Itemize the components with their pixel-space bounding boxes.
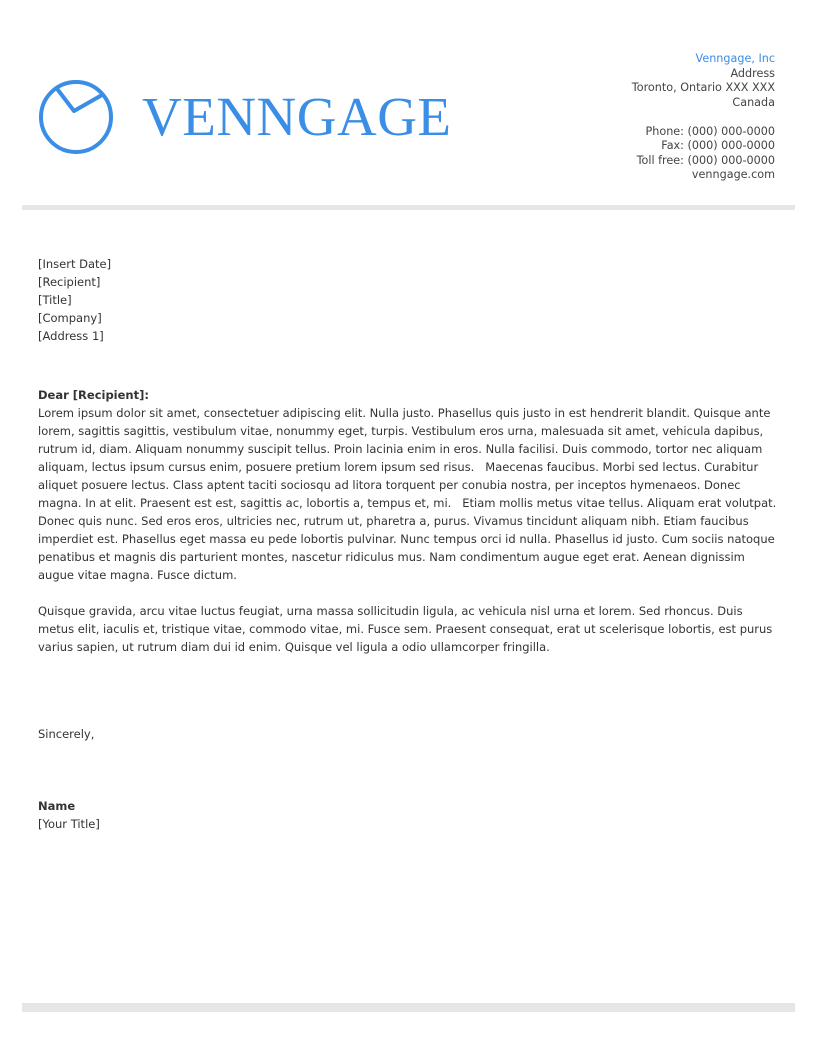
sender-phone: Phone: (000) 000-0000 [645,124,775,138]
signature-block [38,797,100,833]
signature-name: Name [38,799,76,813]
sender-toll-free: Toll free: (000) 000-0000 [636,153,775,167]
letter-closing: Sincerely, [38,727,95,741]
footer-divider [22,1003,795,1012]
sender-fax: Fax: (000) 000-0000 [661,139,775,152]
letter-greeting: Dear [Recipient]: [38,388,149,402]
recipient-block [38,255,111,345]
sender-contact-block [515,52,775,183]
recipient-name: [Recipient] [38,275,101,289]
signature-title: [Your Title] [38,817,100,831]
sender-city: Toronto, Ontario XXX XXX [631,81,775,94]
sender-website: venngage.com [691,168,775,181]
logo-wordmark: VENNGAGE [142,86,452,147]
venngage-logo-icon [38,79,114,155]
header-divider [22,205,795,210]
sender-country: Canada [732,95,775,109]
recipient-address: [Address 1] [38,329,104,343]
recipient-title: [Title] [38,293,72,307]
recipient-company: [Company] [38,311,102,325]
letter-paragraph: Quisque gravida, arcu vitae luctus feugiat, urna massa sollicitudin ligula, ac vehicula nisl urna et lorem. Sed rhoncus. Duis metus elit, iaculis et, tristique vitae, commodo vitae, mi. Fusce sem. Praesent consequat, erat ut scelerisque lobortis, est purus varius sapien, ut rutrum diam dui id enim. Quisque vel ligula a odio ullamcorper fringilla. [38,604,773,654]
insert-date: [Insert Date] [38,257,112,271]
letter-body [38,386,778,674]
sender-company: Venngage, Inc [695,52,775,65]
letter-paragraph: Lorem ipsum dolor sit amet, consectetuer adipiscing elit. Nulla justo. Phasellus quis justo in est hendrerit blandit. Quisque ante lorem, sagittis sagittis, vestibulum vitae, nonummy eget, turpis. Vestibulum eros urna, malesuada sit amet, vehicula dapibus, rutrum id, diam. Aliquam nonummy suscipit tellus. Proin lacinia enim in eros. Nulla facilisi. Duis commodo, tortor nec aliquam aliquam, lectus ipsum cursus enim, posuere pretium lorem ipsum sed risus. Maecenas faucibus. Morbi sed lectus. Curabitur aliquet posuere lectus. Class aptent taciti sociosqu ad litora torquent per conubia nostra, per inceptos hymenaeos. Donec magna. In at elit. Praesent est est, sagittis ac, lobortis a, tempus et, mi. Etiam mollis metus vitae tellus. Aliquam erat volutpat. Donec quis nunc. Sed eros eros, ultricies nec, rutrum ut, pharetra a, purus. Vivamus tincidunt aliquam nibh. Etiam faucibus imperdiet est. Phasellus eget massa eu pede lobortis pulvinar. Nunc tempus orci id nulla. Phasellus id justo. Cum sociis natoque penatibus et magnis dis parturient montes, nascetur ridiculus mus. Nam condimentum augue eget erat. Aenean dignissim augue vitae magna. Fusce dictum. [38,406,777,582]
sender-address: Address [730,66,775,80]
